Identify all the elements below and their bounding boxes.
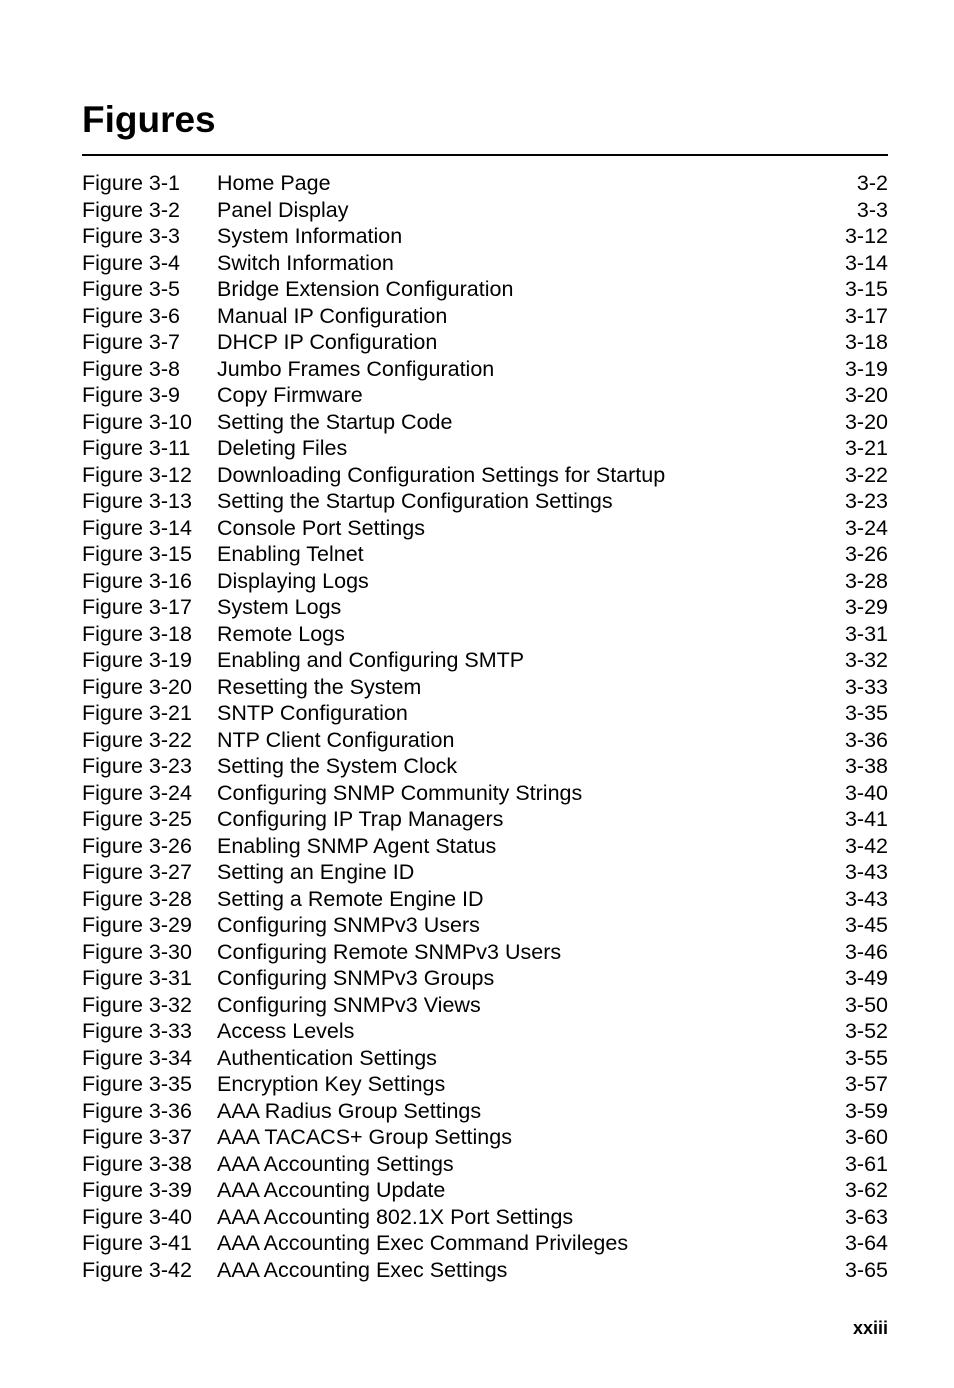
figure-title: AAA Radius Group Settings (217, 1098, 482, 1123)
figure-page-ref: 3-40 (844, 780, 888, 805)
figure-entry[interactable] (82, 541, 888, 568)
figure-entry[interactable] (82, 1098, 888, 1125)
figure-number: Figure 3-30 (82, 939, 192, 964)
figure-title: Configuring SNMP Community Strings (217, 780, 583, 805)
figure-title: AAA Accounting 802.1X Port Settings (217, 1204, 574, 1229)
figure-number: Figure 3-40 (82, 1204, 192, 1229)
figure-number: Figure 3-12 (82, 462, 192, 487)
figure-page-ref: 3-45 (844, 913, 888, 937)
figure-number: Figure 3-23 (82, 754, 192, 778)
figure-title: Encryption Key Settings (217, 1072, 446, 1096)
figure-title: Configuring Remote SNMPv3 Users (217, 939, 562, 964)
figure-page-ref: 3-63 (844, 1204, 888, 1229)
figure-number: Figure 3-2 (82, 197, 180, 222)
figure-entry[interactable] (82, 515, 888, 542)
figure-title: Setting the Startup Code (217, 409, 453, 434)
figure-number: Figure 3-1 (82, 171, 180, 195)
figure-title: Enabling Telnet (217, 542, 364, 566)
figure-page-ref: 3-31 (844, 621, 888, 646)
figure-number: Figure 3-9 (82, 383, 180, 407)
figure-title: Copy Firmware (217, 383, 363, 407)
figure-number: Figure 3-17 (82, 595, 192, 619)
figure-page-ref: 3-62 (844, 1178, 888, 1202)
figure-title: Setting an Engine ID (217, 860, 415, 884)
figure-entry[interactable] (82, 1071, 888, 1098)
figure-number: Figure 3-25 (82, 807, 192, 831)
figure-entry[interactable] (82, 170, 888, 197)
figure-page-ref: 3-19 (844, 356, 888, 381)
figure-title: Home Page (217, 171, 331, 195)
figure-title: Access Levels (217, 1019, 355, 1043)
figure-title: Manual IP Configuration (217, 303, 448, 328)
figure-entry[interactable] (82, 1124, 888, 1151)
figure-title: NTP Client Configuration (217, 727, 455, 752)
figure-entry[interactable] (82, 356, 888, 383)
figure-title: Setting a Remote Engine ID (217, 886, 484, 911)
figure-title: AAA Accounting Update (217, 1178, 446, 1202)
figure-number: Figure 3-35 (82, 1072, 192, 1096)
figure-number: Figure 3-33 (82, 1019, 192, 1043)
figure-entry[interactable] (82, 1018, 888, 1045)
figure-page-ref: 3-3 (856, 197, 888, 222)
figure-number: Figure 3-42 (82, 1257, 192, 1282)
figure-number: Figure 3-39 (82, 1178, 192, 1202)
figure-number: Figure 3-38 (82, 1151, 192, 1176)
figure-number: Figure 3-34 (82, 1045, 192, 1070)
figure-entry[interactable] (82, 1045, 888, 1072)
page-title: Figures (82, 99, 216, 140)
figure-number: Figure 3-24 (82, 780, 192, 805)
figure-entry[interactable] (82, 1151, 888, 1178)
figure-page-ref: 3-64 (844, 1231, 888, 1255)
figure-number: Figure 3-21 (82, 701, 192, 725)
figure-page-ref: 3-38 (844, 754, 888, 778)
figure-entry[interactable] (82, 674, 888, 701)
figure-title: Enabling SNMP Agent Status (217, 833, 497, 858)
figure-title: Bridge Extension Configuration (217, 277, 514, 301)
figure-title: DHCP IP Configuration (217, 330, 438, 354)
figure-number: Figure 3-15 (82, 542, 192, 566)
figure-entry[interactable] (82, 1257, 888, 1284)
figure-title: Remote Logs (217, 621, 345, 646)
figure-page-ref: 3-33 (844, 674, 888, 699)
figure-title: SNTP Configuration (217, 701, 408, 725)
figure-title: Console Port Settings (217, 515, 425, 540)
figure-entry[interactable] (82, 250, 888, 277)
figure-page-ref: 3-23 (844, 489, 888, 513)
figure-number: Figure 3-29 (82, 913, 192, 937)
figure-title: System Logs (217, 595, 342, 619)
figure-title: Resetting the System (217, 674, 422, 699)
figure-number: Figure 3-36 (82, 1098, 192, 1123)
figure-entry[interactable] (82, 1204, 888, 1231)
figure-entry[interactable] (82, 886, 888, 913)
figure-entry[interactable] (82, 488, 888, 515)
figure-entry[interactable] (82, 753, 888, 780)
figure-number: Figure 3-41 (82, 1231, 192, 1255)
figure-number: Figure 3-4 (82, 250, 180, 275)
figure-page-ref: 3-52 (844, 1019, 888, 1043)
figure-entry[interactable] (82, 435, 888, 462)
page-number: xxiii (852, 1318, 888, 1338)
figure-page-ref: 3-50 (844, 992, 888, 1017)
figure-entry[interactable] (82, 621, 888, 648)
figure-page-ref: 3-20 (844, 383, 888, 407)
figure-entry[interactable] (82, 727, 888, 754)
figure-number: Figure 3-7 (82, 330, 180, 354)
figure-page-ref: 3-15 (844, 277, 888, 301)
figure-title: Displaying Logs (217, 568, 369, 593)
figure-page-ref: 3-17 (844, 303, 888, 328)
figure-page-ref: 3-49 (844, 966, 888, 990)
figure-entry[interactable] (82, 806, 888, 833)
figure-page-ref: 3-24 (844, 515, 888, 540)
figure-page-ref: 3-41 (844, 807, 888, 831)
figure-entry[interactable] (82, 276, 888, 303)
figure-entry[interactable] (82, 1230, 888, 1257)
figure-entry[interactable] (82, 647, 888, 674)
figure-number: Figure 3-31 (82, 966, 192, 990)
figure-page-ref: 3-21 (844, 436, 888, 460)
figure-page-ref: 3-42 (844, 833, 888, 858)
figure-title: Deleting Files (217, 436, 348, 460)
figure-page-ref: 3-32 (844, 648, 888, 672)
figure-page-ref: 3-57 (844, 1072, 888, 1096)
figure-page-ref: 3-65 (844, 1257, 888, 1282)
figure-page-ref: 3-60 (844, 1125, 888, 1149)
figure-number: Figure 3-8 (82, 356, 180, 381)
figure-number: Figure 3-6 (82, 303, 180, 328)
figure-entry[interactable] (82, 992, 888, 1019)
figure-page-ref: 3-18 (844, 330, 888, 354)
figure-entry[interactable] (82, 409, 888, 436)
figure-page-ref: 3-12 (844, 224, 888, 248)
figure-number: Figure 3-22 (82, 727, 192, 752)
figure-page-ref: 3-35 (844, 701, 888, 725)
figure-entry[interactable] (82, 833, 888, 860)
figure-entry[interactable] (82, 912, 888, 939)
figure-entry[interactable] (82, 223, 888, 250)
figure-title: System Information (217, 224, 403, 248)
figure-entry[interactable] (82, 594, 888, 621)
figure-title: Configuring IP Trap Managers (217, 807, 504, 831)
figure-page-ref: 3-59 (844, 1098, 888, 1123)
figure-number: Figure 3-16 (82, 568, 192, 593)
figure-page-ref: 3-2 (856, 171, 888, 195)
figure-title: Enabling and Configuring SMTP (217, 648, 525, 672)
figure-page-ref: 3-28 (844, 568, 888, 593)
figure-title: Configuring SNMPv3 Views (217, 992, 481, 1017)
figure-page-ref: 3-26 (844, 542, 888, 566)
figure-number: Figure 3-5 (82, 277, 180, 301)
figure-number: Figure 3-28 (82, 886, 192, 911)
figure-entry[interactable] (82, 780, 888, 807)
figure-entry[interactable] (82, 303, 888, 330)
figure-entry[interactable] (82, 1177, 888, 1204)
figure-entry[interactable] (82, 859, 888, 886)
figure-entry[interactable] (82, 965, 888, 992)
figure-number: Figure 3-27 (82, 860, 192, 884)
figure-page-ref: 3-22 (844, 462, 888, 487)
figure-number: Figure 3-11 (82, 436, 191, 460)
title-divider (82, 154, 888, 156)
figure-title: AAA Accounting Exec Settings (217, 1257, 508, 1282)
figure-number: Figure 3-3 (82, 224, 180, 248)
figure-page-ref: 3-36 (844, 727, 888, 752)
figure-number: Figure 3-37 (82, 1125, 192, 1149)
figure-page-ref: 3-14 (844, 250, 888, 275)
figure-number: Figure 3-13 (82, 489, 192, 513)
figure-number: Figure 3-14 (82, 515, 192, 540)
figure-page-ref: 3-43 (844, 860, 888, 884)
figure-title: AAA Accounting Exec Command Privileges (217, 1231, 629, 1255)
figure-page-ref: 3-20 (844, 409, 888, 434)
figure-entry[interactable] (82, 197, 888, 224)
figure-page-ref: 3-29 (844, 595, 888, 619)
figure-title: Panel Display (217, 197, 349, 222)
figure-title: Configuring SNMPv3 Users (217, 913, 480, 937)
figure-title: AAA TACACS+ Group Settings (217, 1125, 512, 1149)
figure-title: Downloading Configuration Settings for Startup (217, 462, 666, 487)
figure-entry[interactable] (82, 462, 888, 489)
figure-page-ref: 3-61 (844, 1151, 888, 1176)
figure-number: Figure 3-32 (82, 992, 192, 1017)
figure-title: Setting the System Clock (217, 754, 458, 778)
figure-title: Switch Information (217, 250, 394, 275)
figure-list (82, 170, 888, 1283)
figure-title: Configuring SNMPv3 Groups (217, 966, 495, 990)
figure-page-ref: 3-46 (844, 939, 888, 964)
figure-title: Authentication Settings (217, 1045, 437, 1070)
figure-title: AAA Accounting Settings (217, 1151, 454, 1176)
figure-entry[interactable] (82, 939, 888, 966)
figure-entry[interactable] (82, 382, 888, 409)
figure-entry[interactable] (82, 700, 888, 727)
figure-entry[interactable] (82, 329, 888, 356)
figure-number: Figure 3-18 (82, 621, 192, 646)
figure-title: Jumbo Frames Configuration (217, 356, 495, 381)
figure-title: Setting the Startup Configuration Settings (217, 489, 613, 513)
figure-number: Figure 3-20 (82, 674, 192, 699)
figure-page-ref: 3-43 (844, 886, 888, 911)
figure-number: Figure 3-10 (82, 409, 192, 434)
figure-page-ref: 3-55 (844, 1045, 888, 1070)
figure-number: Figure 3-19 (82, 648, 192, 672)
figure-number: Figure 3-26 (82, 833, 192, 858)
figure-entry[interactable] (82, 568, 888, 595)
